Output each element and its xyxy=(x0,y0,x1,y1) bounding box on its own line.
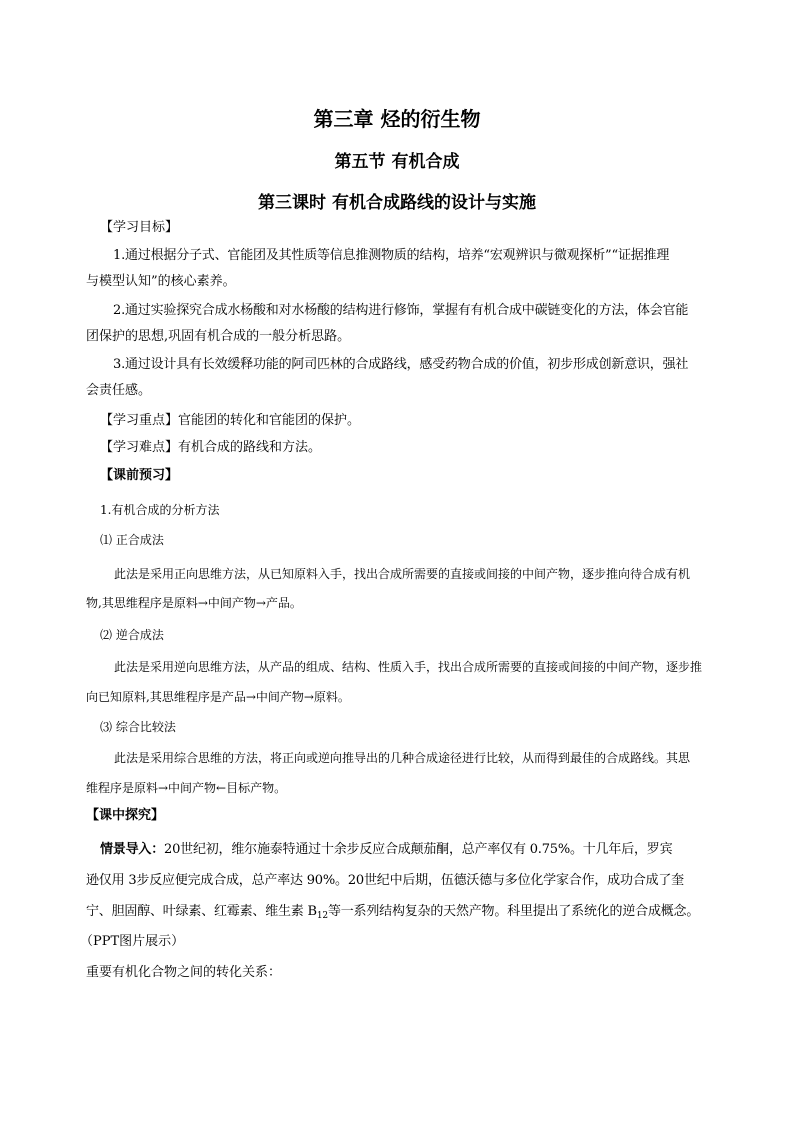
intro-line-4: （PPT图片展示） xyxy=(80,934,185,949)
inquiry-heading: 【课中探究】 xyxy=(86,808,165,823)
method-3-title: ⑶ 综合比较法 xyxy=(100,720,176,734)
intro-label: 情景导入： xyxy=(100,842,165,857)
goal-3-line-2: 会责任感。 xyxy=(86,383,152,398)
method-2-line-1: 此法是采用逆向思维方法，从产品的组成、结构、性质入手，找出合成所需要的直接或间接的中间产物，逐步推 xyxy=(114,660,703,674)
method-1-title: ⑴ 正合成法 xyxy=(100,533,164,547)
key-point-label: 【学习重点】 xyxy=(100,413,179,428)
intro-text-3b: 等一系列结构复杂的天然产物。科里提出了系统化的逆合成概念。 xyxy=(327,904,700,919)
intro-text-3a: 宁、胆固醇、叶绿素、红霉素、维生素 B xyxy=(86,904,317,919)
intro-text-1: 20世纪初，维尔施泰特通过十余步反应合成颠茄酮，总产率仅有 0.75%。十几年后，罗宾 xyxy=(164,842,673,857)
goal-1-line-2: 与模型认知”的核心素养。 xyxy=(86,274,236,289)
method-2-title: ⑵ 逆合成法 xyxy=(100,628,164,642)
goal-1-line-1: 1.通过根据分子式、官能团及其性质等信息推测物质的结构，培养“宏观辨识与微观探析”“证据推理 xyxy=(113,248,670,263)
method-2-line-2: 向已知原料,其思维程序是产品→中间产物→原料。 xyxy=(86,690,350,704)
vitamin-subscript: 12 xyxy=(316,911,328,921)
chapter-title: 第三章 烃的衍生物 xyxy=(313,107,481,131)
key-point xyxy=(100,411,360,431)
method-1-line-2: 物,其思维程序是原料→中间产物→产品。 xyxy=(86,596,302,610)
preview-heading: 【课前预习】 xyxy=(100,468,179,483)
goal-2-line-1: 2.通过实验探究合成水杨酸和对水杨酸的结构进行修饰，掌握有有机合成中碳链变化的方法，体会官能 xyxy=(113,303,689,318)
method-3-line-2: 维程序是原料→中间产物←目标产物。 xyxy=(86,781,287,795)
lesson-title: 第三课时 有机合成路线的设计与实施 xyxy=(258,193,536,213)
relation-text: 重要有机化合物之间的转化关系： xyxy=(86,965,282,980)
difficulty xyxy=(100,438,321,458)
goals-heading: 【学习目标】 xyxy=(100,220,179,235)
intro-line-1 xyxy=(100,840,672,860)
goal-3-line-1: 3.通过设计具有长效缓释功能的阿司匹林的合成路线，感受药物合成的价值，初步形成创新意识，强社 xyxy=(113,357,689,372)
intro-line-2: 逊仅用 3步反应便完成合成，总产率达 90%。20世纪中后期，伍德沃德与多位化学家合作，成功合成了奎 xyxy=(86,873,684,888)
difficulty-text: 有机合成的路线和方法。 xyxy=(178,440,322,455)
difficulty-label: 【学习难点】 xyxy=(100,440,179,455)
method-1-line-1: 此法是采用正向思维方法，从已知原料入手，找出合成所需要的直接或间接的中间产物，逐步推向待合成有机 xyxy=(114,567,691,581)
preview-item-1: 1.有机合成的分析方法 xyxy=(100,503,220,517)
intro-line-3 xyxy=(86,902,699,926)
method-3-line-1: 此法是采用综合思维的方法，将正向或逆向推导出的几种合成途径进行比较，从而得到最佳的合成路线。其思 xyxy=(114,751,691,765)
section-title: 第五节 有机合成 xyxy=(334,152,460,172)
goal-2-line-2: 团保护的思想,巩固有机合成的一般分析思路。 xyxy=(86,329,351,344)
key-point-text: 官能团的转化和官能团的保护。 xyxy=(178,413,361,428)
